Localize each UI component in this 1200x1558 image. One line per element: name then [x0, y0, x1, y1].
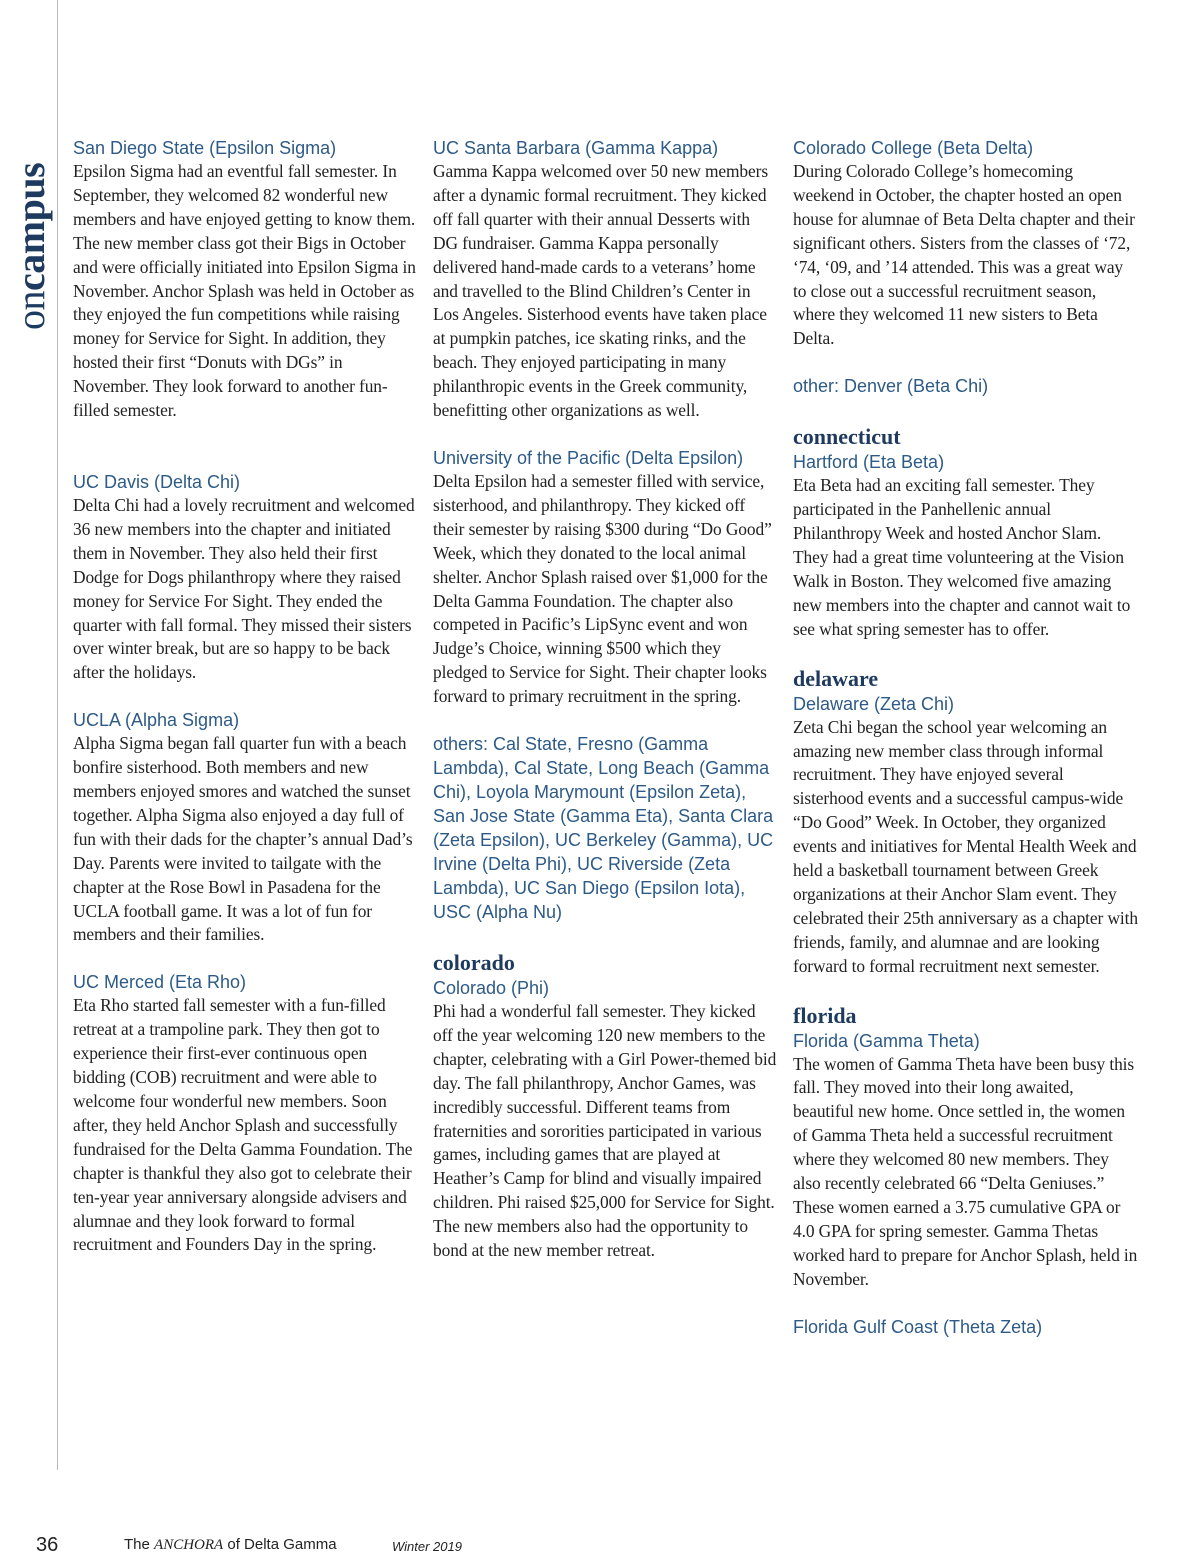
state-heading: florida: [793, 1002, 857, 1028]
other-chapters-colorado: [793, 374, 1138, 398]
magazine-name: ANCHORA: [154, 1537, 224, 1553]
chapter-heading: UCLA (Alpha Sigma): [73, 710, 240, 731]
chapter-entry-florida-gulf-coast: [793, 1315, 1138, 1339]
chapter-heading: Colorado (Phi): [433, 978, 550, 999]
chapter-heading: Florida Gulf Coast (Theta Zeta): [793, 1316, 1043, 1337]
chapter-heading: University of the Pacific (Delta Epsilon): [433, 447, 744, 468]
chapter-heading: UC Merced (Eta Rho): [73, 972, 247, 993]
other-chapters-list: other: Denver (Beta Chi): [793, 376, 989, 397]
chapter-heading: Colorado College (Beta Delta): [793, 138, 1034, 158]
chapter-text: Eta Rho started fall semester with a fun-filled retreat at a trampoline park. They then got to experience their first-ever continuous open bidding (COB) recruitment and were able to welcome four wonderful new members. Soon after, they held Anchor Splash and successfully fundraised for the Delta Gamma Foundation. The chapter is thankful they also got to celebrate their ten-year year anniversary alongside advisers and alumnae and they look forward to formal recruitment and Founders Day in the spring.: [73, 995, 413, 1255]
chapter-text: Delta Epsilon had a semester filled with service, sisterhood, and philanthropy. They kicked off their semester by raising $300 during “Do Good” Week, which they donated to the local animal shelter. Anchor Splash raised over $1,000 for the Delta Gamma Foundation. The chapter also competed in Pacific’s LipSync event and won Judge’s Choice, winning $500 which they pledged to Service for Sight. Their chapter looks forward to primary recruitment in the spring.: [433, 470, 772, 707]
state-section-connecticut: [793, 424, 1138, 641]
chapter-entry-san-diego-state: [73, 136, 418, 423]
vertical-rule: [57, 0, 58, 1470]
chapter-text: Gamma Kappa welcomed over 50 new members after a dynamic formal recruitment. They kicked off fall quarter with their annual Desserts with DG fundraiser. Gamma Kappa personally delivered hand-made cards to a veterans’ home and travelled to the Blind Children’s Center in Los Angeles. Sisterhood events have taken place at pumpkin patches, ice skating rinks, and the beach. They enjoyed participating in many philanthropic events in the Greek community, benefitting other organizations as well.: [433, 161, 768, 421]
section-label-prefix: on: [8, 291, 53, 330]
chapter-text: During Colorado College’s homecoming weekend in October, the chapter hosted an open house for alumnae of Beta Delta chapter and their significant others. Sisters from the classes of ‘72, ‘74, ‘09, and ’14 attended. This was a great way to close out a successful recruitment season, where they welcomed 11 new sisters to Beta Delta.: [793, 161, 1135, 349]
state-heading: delaware: [793, 665, 879, 691]
chapter-heading: Florida (Gamma Theta): [793, 1030, 980, 1051]
publication-prefix: The: [124, 1536, 150, 1553]
chapter-text: Epsilon Sigma had an eventful fall semester. In September, they welcomed 82 wonderful new members and have enjoyed getting to know them. The new member class got their Bigs in October and were officially initiated into Epsilon Sigma in November. Anchor Splash was held in October as they enjoyed the fun competitions while raising money for Service for Sight. In addition, they hosted their first “Donuts with DGs” in November. They look forward to another fun-filled semester.: [73, 161, 416, 421]
column-3: [793, 136, 1138, 1339]
chapter-text: Delta Chi had a lovely recruitment and welcomed 36 new members into the chapter and initiated them in November. They also held their first Dodge for Dogs philanthropy where they raised money for Service For Sight. They ended the quarter with fall formal. They missed their sisters over winter break, but are so happy to be back after the holidays.: [73, 494, 415, 683]
state-section-delaware: [793, 666, 1138, 979]
chapter-text: Alpha Sigma began fall quarter fun with a beach bonfire sisterhood. Both members and new members enjoyed smores and watched the sunset together. Alpha Sigma also enjoyed a day full of fun with their dads for the chapter’s annual Dad’s Day. Parents were invited to tailgate with the chapter at the Rose Bowl in Pasadena for the UCLA football game. It was a lot of fun for members and their families.: [73, 733, 413, 945]
section-label: [8, 160, 53, 330]
chapter-heading: Hartford (Eta Beta): [793, 452, 945, 473]
chapter-text: Phi had a wonderful fall semester. They kicked off the year welcoming 120 new members to the chapter, celebrating with a Girl Power-themed bid day. The fall philanthropy, Anchor Games, was incredibly successful. Different teams from fraternities and sororities participated in various games, including games that are played at Heather’s Camp for blind and visually impaired children. Phi raised $25,000 for Service for Sight. The new members also had the opportunity to bond at the new member retreat.: [433, 1001, 777, 1261]
publication-suffix: of Delta Gamma: [227, 1536, 337, 1553]
publication-title: [124, 1536, 337, 1554]
state-section-florida: [793, 1003, 1138, 1292]
other-chapters-california: [433, 732, 778, 924]
state-section-colorado: [433, 950, 778, 1263]
page-number: 36: [36, 1534, 59, 1556]
chapter-entry-university-of-the-pacific: [433, 446, 778, 709]
chapter-heading: San Diego State (Epsilon Sigma): [73, 138, 337, 158]
chapter-entry-ucla: [73, 708, 418, 947]
chapter-heading: Delaware (Zeta Chi): [793, 693, 955, 714]
state-heading: connecticut: [793, 424, 901, 450]
chapter-entry-uc-davis: [73, 470, 418, 685]
chapter-text: Zeta Chi began the school year welcoming an amazing new member class through informal recruitment. They have enjoyed several sisterhood events and a successful campus-wide “Do Good” Week. In October, they organized events and initiatives for Mental Health Week and held a basketball tournament between Greek organizations at their Anchor Slam event. They celebrated their 25th anniversary as a chapter with friends, family, and alumnae and are looking forward to formal recruitment next semester.: [793, 716, 1138, 976]
other-chapters-list: others: Cal State, Fresno (Gamma Lambda), Cal State, Long Beach (Gamma Chi), Loyola Marymount (Epsilon Zeta), San Jose State (Gamma Eta), Santa Clara (Zeta Epsilon), UC Berkeley (Gamma), UC Irvine (Delta Phi), UC Riverside (Zeta Lambda), UC San Diego (Epsilon Iota), USC (Alpha Nu): [433, 734, 774, 923]
state-heading: colorado: [433, 950, 515, 976]
chapter-entry-colorado-college: [793, 136, 1138, 351]
column-1: [73, 136, 418, 1257]
chapter-text: The women of Gamma Theta have been busy this fall. They moved into their long awaited, beautiful new home. Once settled in, the women of Gamma Theta held a successful recruitment where they welcomed 80 new members. They also recently celebrated 66 “Delta Geniuses.” These women earned a 3.75 cumulative GPA or 4.0 GPA for spring semester. Gamma Thetas worked hard to prepare for Anchor Splash, held in November.: [793, 1053, 1138, 1289]
chapter-text: Eta Beta had an exciting fall semester. They participated in the Panhellenic annual Philanthropy Week and hosted Anchor Slam. They had a great time volunteering at the Vision Walk in Boston. They welcomed five amazing new members into the chapter and cannot wait to see what spring semester has to offer.: [793, 475, 1131, 639]
chapter-heading: UC Davis (Delta Chi): [73, 471, 241, 492]
issue-date: Winter 2019: [392, 1539, 462, 1554]
chapter-entry-uc-santa-barbara: [433, 136, 778, 423]
column-2: [433, 136, 778, 1263]
section-label-word: campus: [8, 162, 53, 291]
chapter-heading: UC Santa Barbara (Gamma Kappa): [433, 138, 719, 158]
chapter-entry-uc-merced: [73, 970, 418, 1257]
